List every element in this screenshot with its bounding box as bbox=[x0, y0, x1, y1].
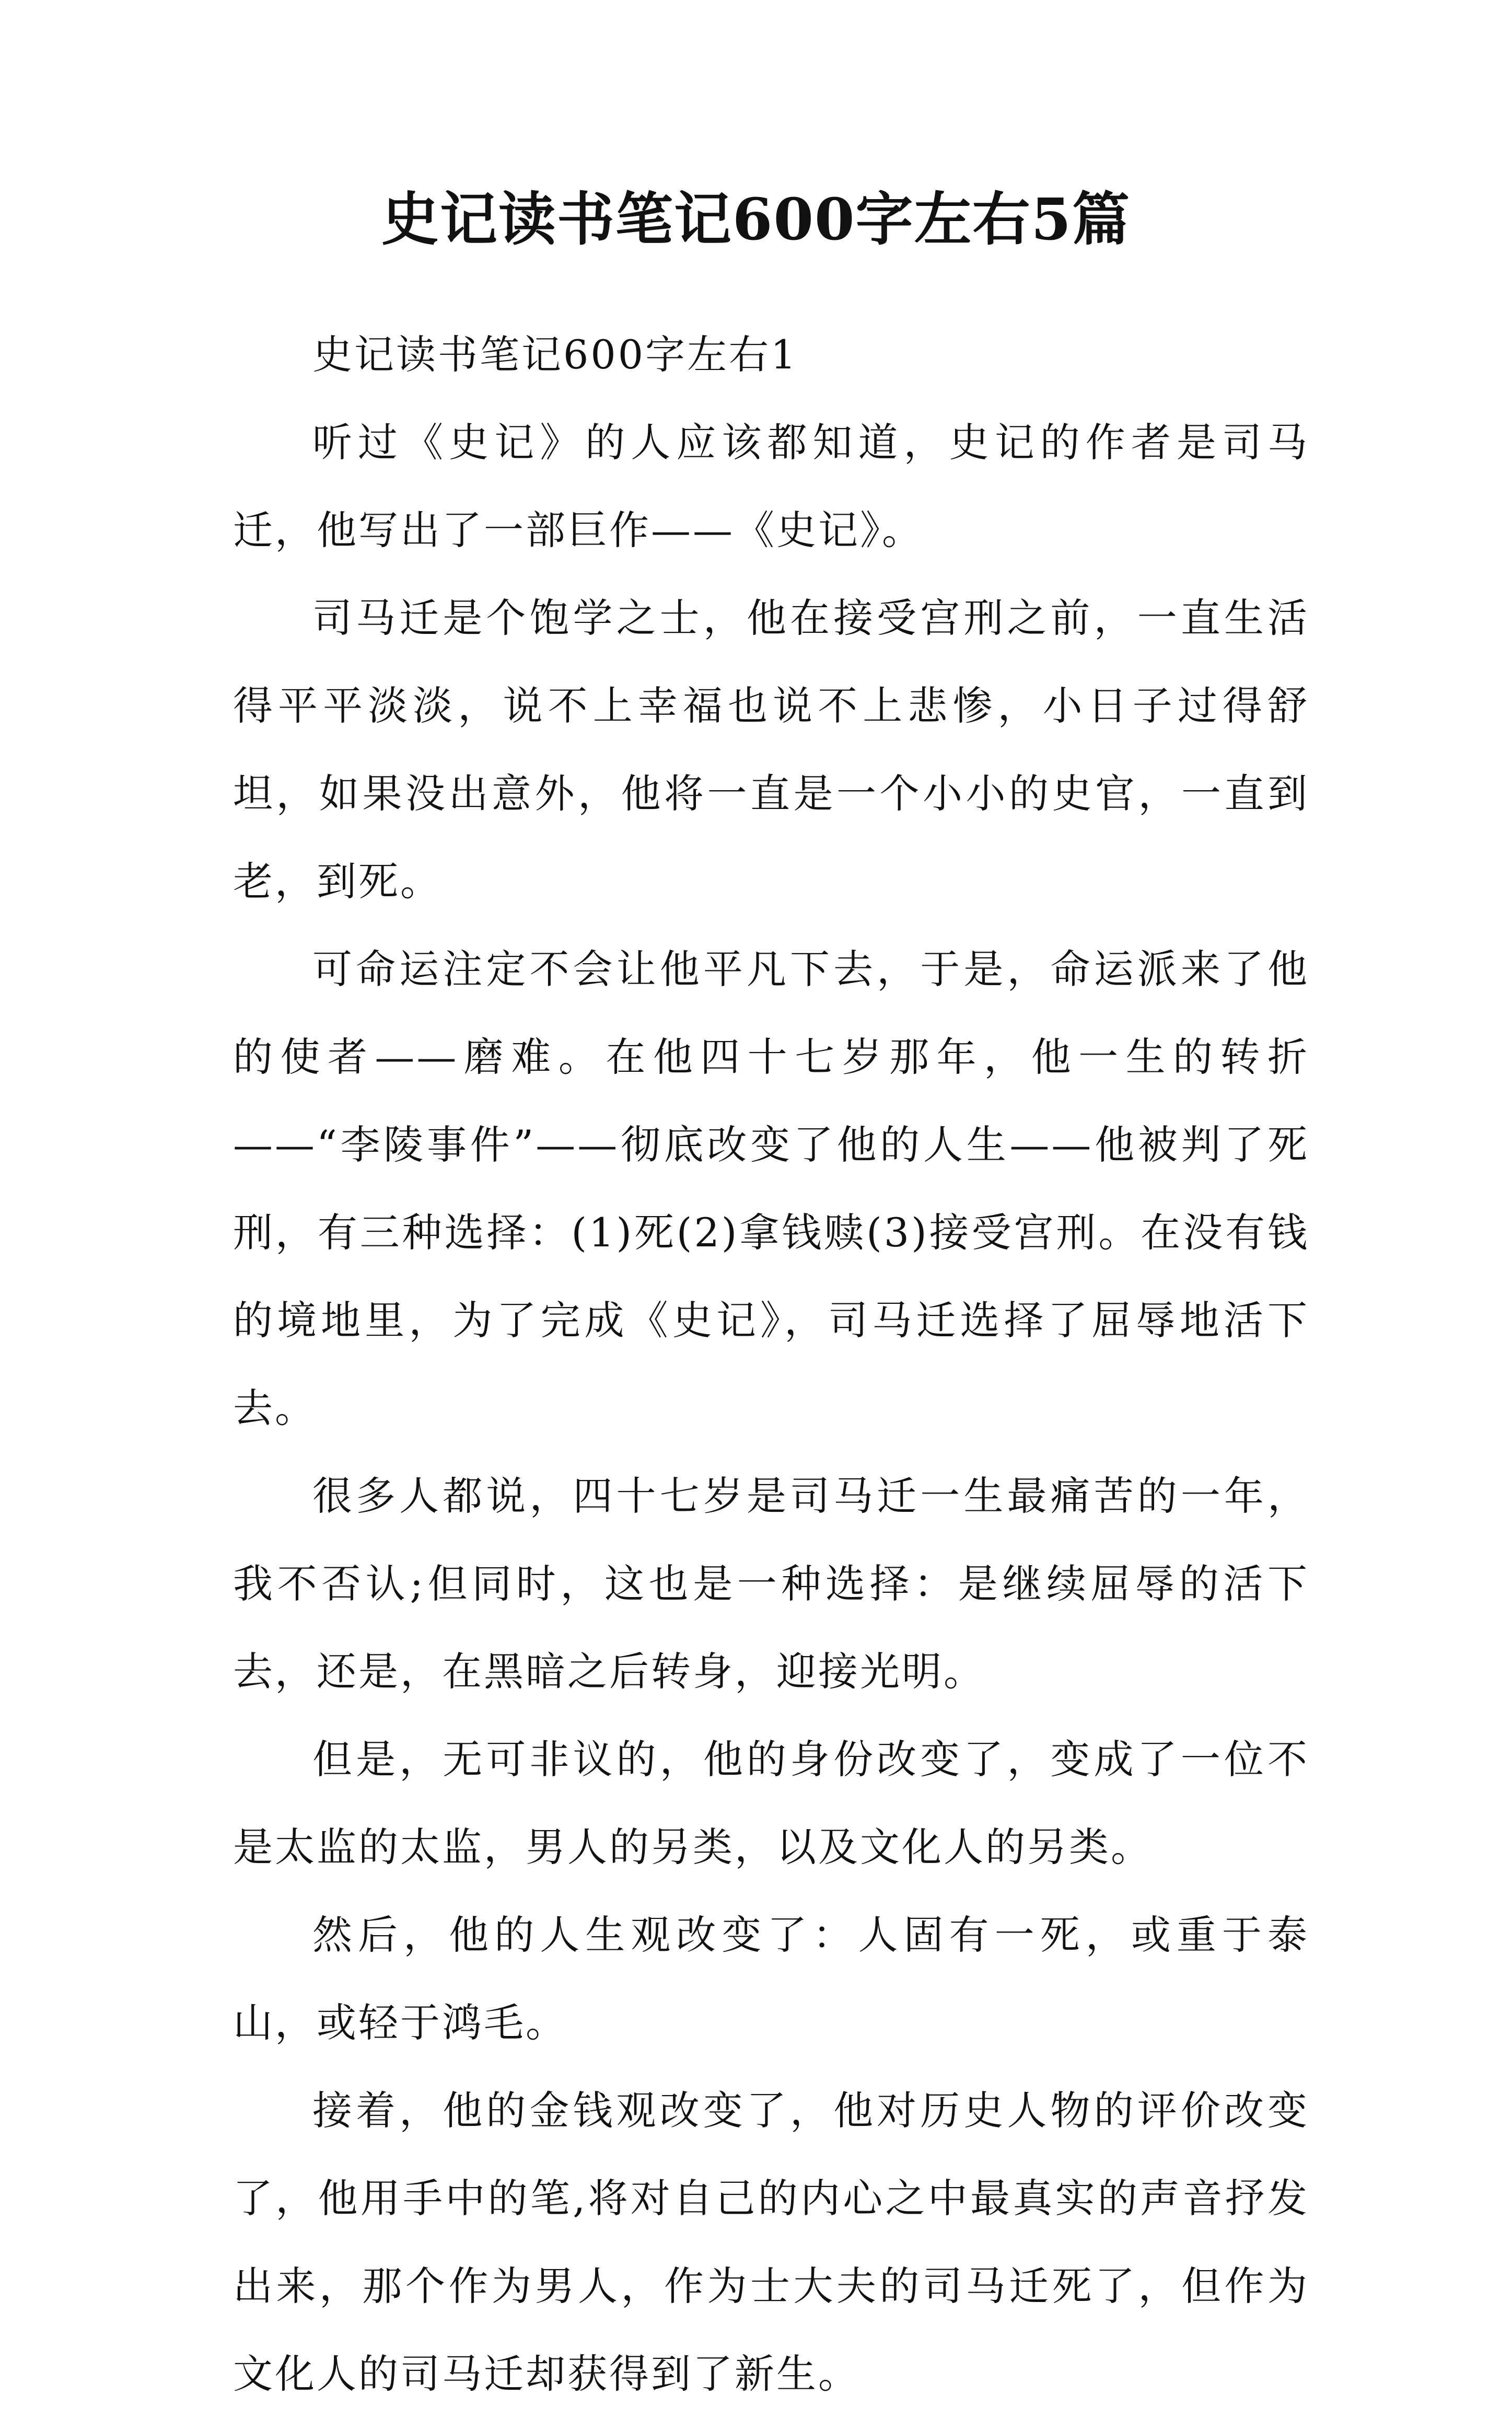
section-heading: 史记读书笔记600字左右1 bbox=[312, 331, 798, 378]
paragraph: 很多人都说，四十七岁是司马迁一生最痛苦的一年，我不否认;但同时，这也是一种选择：是继续屈辱的活下去，还是，在黑暗之后转身，迎接光明。 bbox=[233, 1473, 1309, 1695]
paragraph: 司马迁是个饱学之士，他在接受宫刑之前，一直生活得平平淡淡，说不上幸福也说不上悲惨，小日子过得舒坦，如果没出意外，他将一直是一个小小的史官，一直到老，到死。 bbox=[233, 595, 1309, 905]
paragraph: 听过《史记》的人应该都知道，史记的作者是司马迁，他写出了一部巨作——《史记》。 bbox=[233, 419, 1309, 553]
paragraph: 然后，他的人生观改变了：人固有一死，或重于泰山，或轻于鸿毛。 bbox=[233, 1912, 1309, 2046]
paragraph: 接着，他的金钱观改变了，他对历史人物的评价改变了，他用手中的笔,将对自己的内心之中最真实的声音抒发出来，那个作为男人，作为士大夫的司马迁死了，但作为文化人的司马迁却获得到了新生。 bbox=[233, 2087, 1309, 2397]
document-title: 史记读书笔记600字左右5篇 bbox=[381, 186, 1131, 253]
document-body bbox=[233, 311, 1309, 2418]
paragraph: 可命运注定不会让他平凡下去，于是，命运派来了他的使者——磨难。在他四十七岁那年，他一生的转折——“李陵事件”——彻底改变了他的人生——他被判了死刑，有三种选择：(1)死(2)拿钱赎(3)接受宫刑。在没有钱的境地里，为了完成《史记》，司马迁选择了屈辱地活下去。 bbox=[233, 946, 1309, 1431]
paragraph: 但是，无可非议的，他的身份改变了，变成了一位不是太监的太监，男人的另类，以及文化人的另类。 bbox=[233, 1736, 1309, 1870]
